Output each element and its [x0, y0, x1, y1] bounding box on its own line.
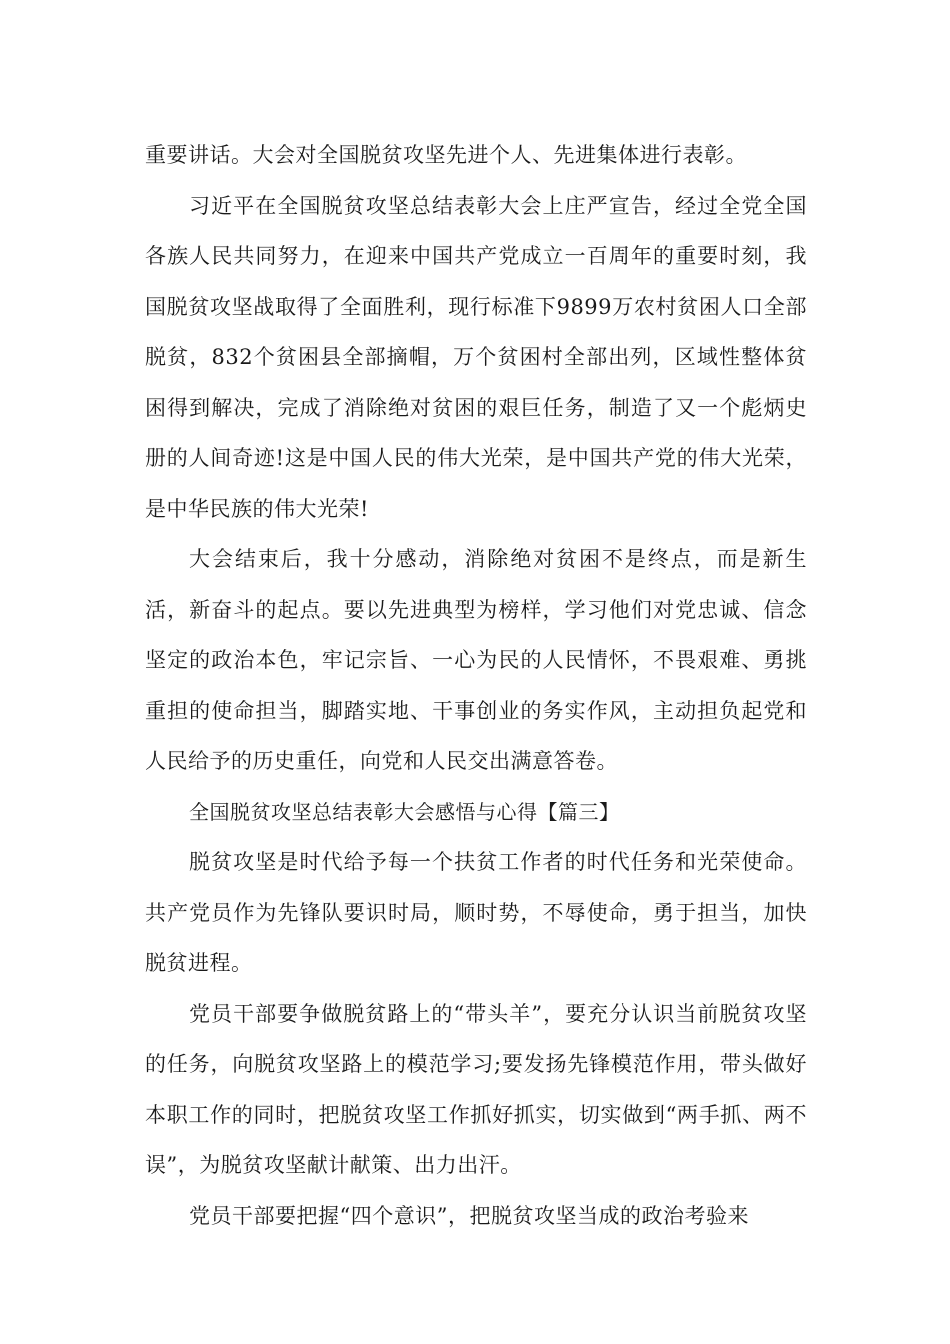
paragraph-four-consciousness: 党员干部要把握“四个意识”，把脱贫攻坚当成的政治考验来	[189, 1203, 749, 1228]
paragraph-reflection: 大会结束后，我十分感动，消除绝对贫困不是终点，而是新生活，新奋斗的起点。要以先进典型为榜样，学习他们对党忠诚、信念坚定的政治本色，牢记宗旨、一心为民的人民情怀，不畏艰难、勇挑重担的使命担当，脚踏实地、干事创业的务实作风，主动担负起党和人民给予的历史重任，向党和人民交出满意答卷。	[145, 547, 807, 773]
document-body	[145, 130, 807, 1241]
paragraph-mission: 脱贫攻坚是时代给予每一个扶贫工作者的时代任务和光荣使命。共产党员作为先锋队要识时局，顺时势，不辱使命，勇于担当，加快脱贫进程。	[145, 850, 807, 975]
paragraph-continuation: 重要讲话。大会对全国脱贫攻坚先进个人、先进集体进行表彰。	[145, 143, 747, 167]
paragraph-leading-role: 党员干部要争做脱贫路上的“带头羊”，要充分认识当前脱贫攻坚的任务，向脱贫攻坚路上的模范学习;要发扬先锋模范作用，带头做好本职工作的同时，把脱贫攻坚工作抓好抓实，切实做到“两手抓、两不误”，为脱贫攻坚献计献策、出力出汗。	[145, 1001, 807, 1177]
section-heading: 全国脱贫攻坚总结表彰大会感悟与心得【篇三】	[189, 799, 620, 824]
paragraph-announcement: 习近平在全国脱贫攻坚总结表彰大会上庄严宣告，经过全党全国各族人民共同努力，在迎来中国共产党成立一百周年的重要时刻，我国脱贫攻坚战取得了全面胜利，现行标准下9899万农村贫困人口全部脱贫，832个贫困县全部摘帽，万个贫困村全部出列，区域性整体贫困得到解决，完成了消除绝对贫困的艰巨任务，制造了又一个彪炳史册的人间奇迹!这是中国人民的伟大光荣，是中国共产党的伟大光荣，是中华民族的伟大光荣!	[145, 193, 807, 521]
